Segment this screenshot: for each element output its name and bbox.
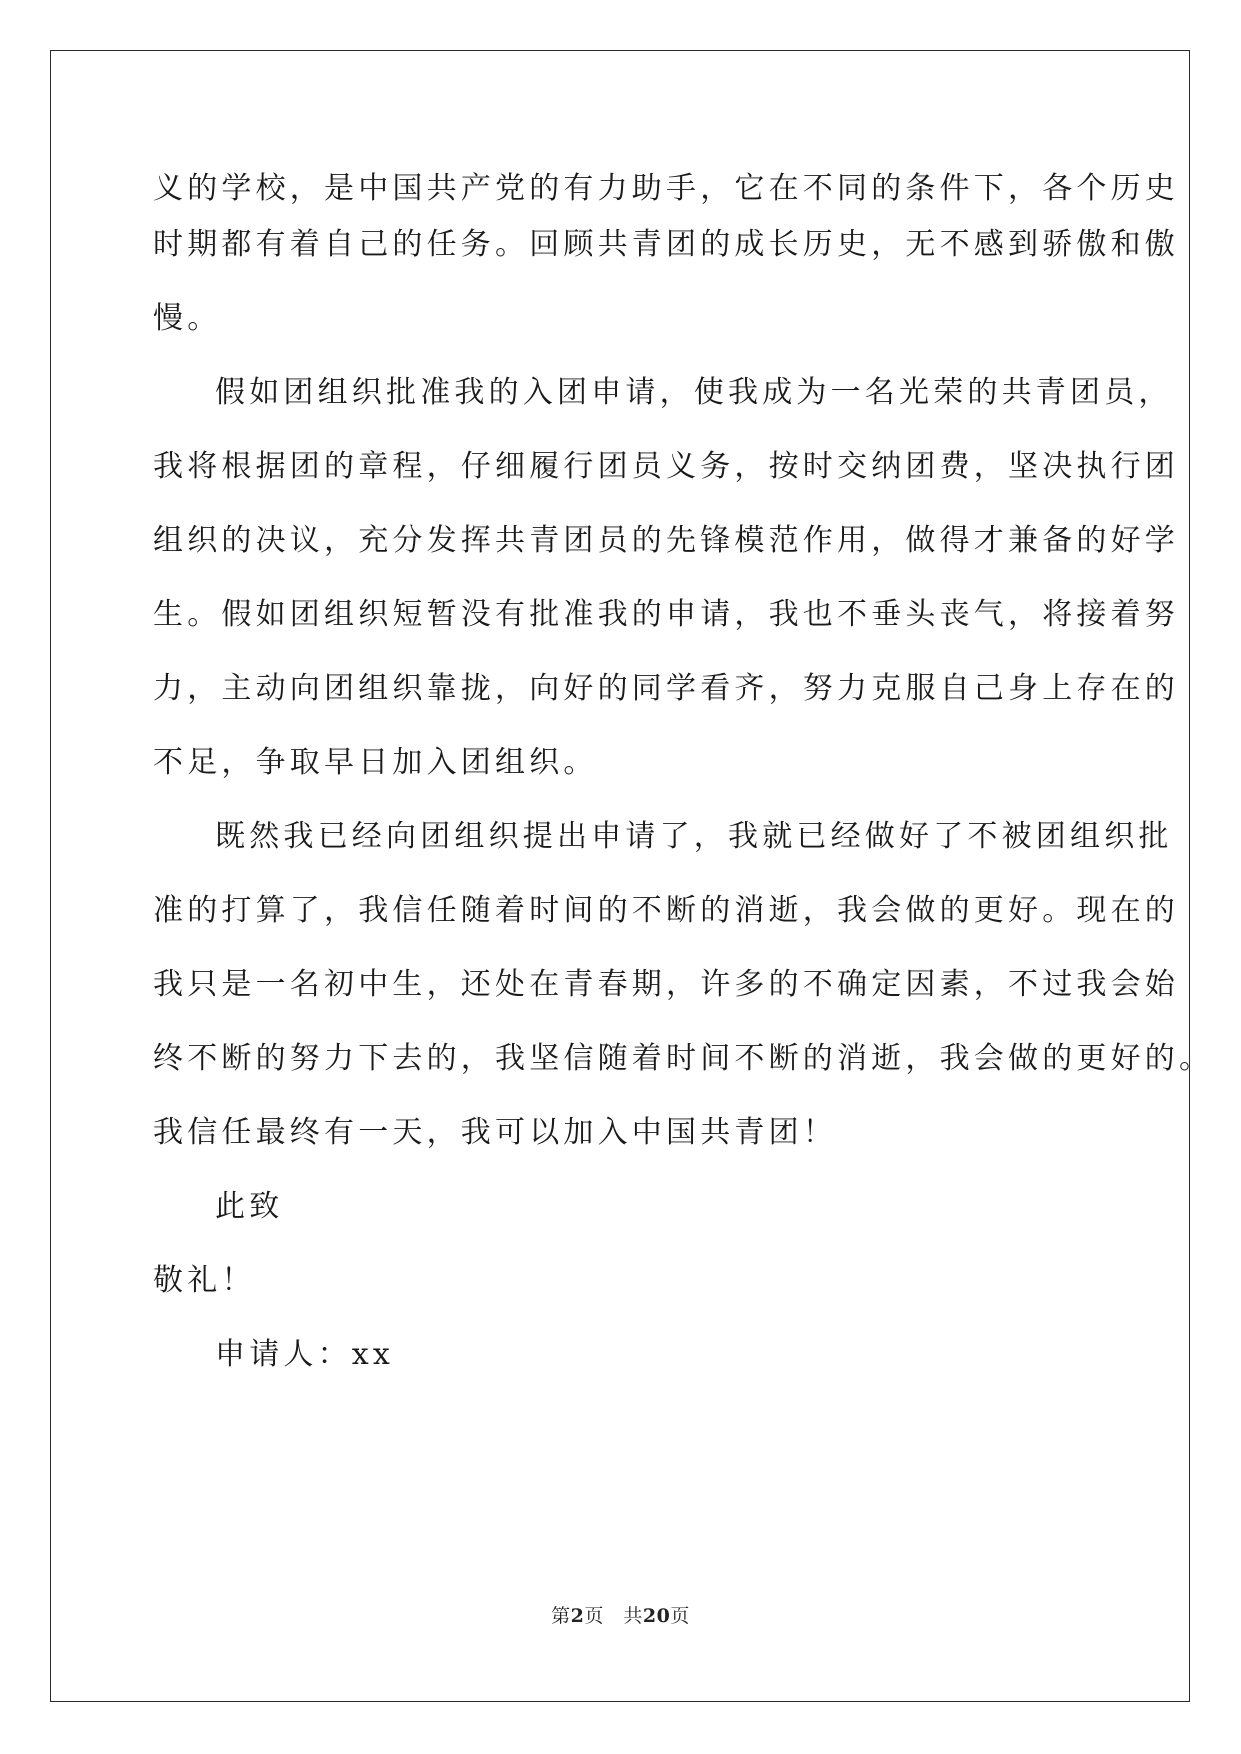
text-line: 义的学校，是中国共产党的有力助手，它在不同的条件下，各个历史: [153, 171, 1179, 206]
text-line: 时期都有着自己的任务。回顾共青团的成长历史，无不感到骄傲和傲: [153, 227, 1179, 262]
text-line: 组织的决议，充分发挥共青团员的先锋模范作用，做得才兼备的好学: [153, 523, 1179, 558]
page-total: 20: [642, 1605, 671, 1627]
page-number: 2: [570, 1605, 585, 1627]
text-line: 假如团组织批准我的入团申请，使我成为一名光荣的共青团员，: [215, 375, 1173, 410]
text-line: 我将根据团的章程，仔细履行团员义务，按时交纳团费，坚决执行团: [153, 449, 1179, 484]
applicant-signature: 申请人：xx: [215, 1337, 395, 1372]
closing-regards: 敬礼！: [153, 1263, 256, 1298]
text-line: 终不断的努力下去的，我坚信随着时间不断的消逝，我会做的更好的。: [153, 1041, 1214, 1076]
text-line: 既然我已经向团组织提出申请了，我就已经做好了不被团组织批: [215, 819, 1173, 854]
page-border: [50, 50, 1190, 1702]
text-line: 慢。: [153, 301, 222, 336]
text-line: 我只是一名初中生，还处在青春期，许多的不确定因素，不过我会始: [153, 967, 1179, 1002]
footer-mid: 页 共: [584, 1605, 643, 1627]
text-line: 准的打算了，我信任随着时间的不断的消逝，我会做的更好。现在的: [153, 893, 1179, 928]
text-line: 力，主动向团组织靠拢，向好的同学看齐，努力克服自己身上存在的: [153, 671, 1179, 706]
text-line: 生。假如团组织短暂没有批准我的申请，我也不垂头丧气，将接着努: [153, 597, 1179, 632]
text-line: 不足，争取早日加入团组织。: [153, 745, 598, 780]
text-line: 我信任最终有一天，我可以加入中国共青团！: [153, 1115, 837, 1150]
footer-suffix: 页: [670, 1605, 690, 1627]
closing-salutation: 此致: [215, 1189, 284, 1224]
page-footer: [0, 1604, 1241, 1628]
footer-prefix: 第: [551, 1605, 571, 1627]
